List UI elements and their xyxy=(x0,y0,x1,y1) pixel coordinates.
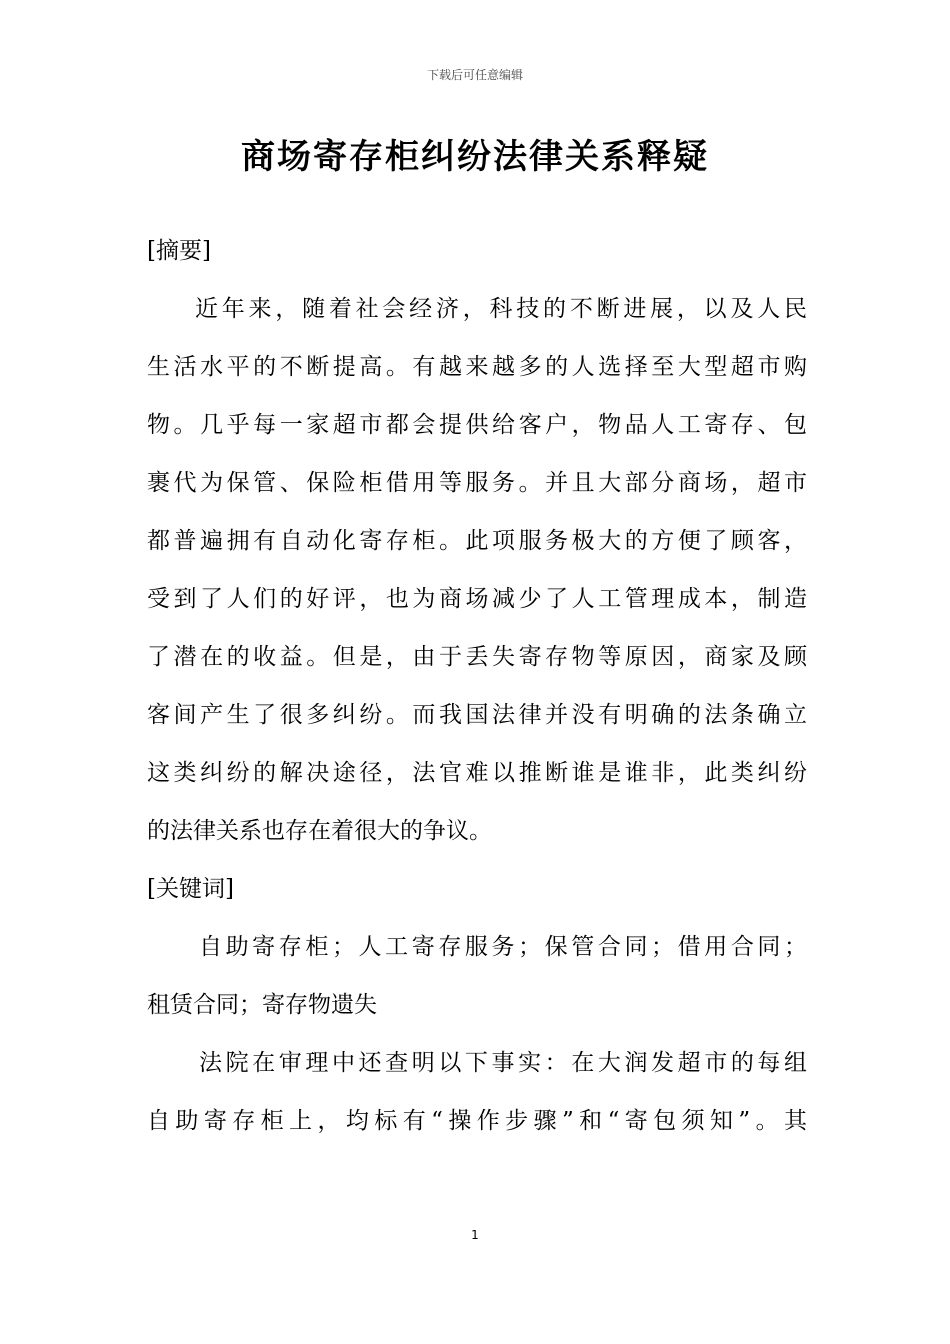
abstract-line: 都普遍拥有自动化寄存柜。此项服务极大的方便了顾客， xyxy=(147,528,807,554)
document-title: 商场寄存柜纠纷法律关系释疑 xyxy=(241,137,709,177)
abstract-paragraph xyxy=(147,280,807,860)
keywords-heading: [关键词] xyxy=(147,876,234,902)
keywords-line: 自助寄存柜；人工寄存服务；保管合同；借用合同； xyxy=(199,934,807,960)
abstract-line: 裹代为保管、保险柜借用等服务。并且大部分商场，超市 xyxy=(147,470,807,496)
abstract-line: 受到了人们的好评，也为商场减少了人工管理成本，制造 xyxy=(147,586,807,612)
body-line: 法院在审理中还查明以下事实：在大润发超市的每组 xyxy=(199,1050,807,1076)
body-line: 自助寄存柜上，均标有“操作步骤”和“寄包须知”。其 xyxy=(147,1108,807,1134)
page-number: 1 xyxy=(471,1228,479,1242)
abstract-line: 这类纠纷的解决途径，法官难以推断谁是谁非，此类纠纷 xyxy=(147,760,807,786)
abstract-heading: [摘要] xyxy=(147,238,211,264)
abstract-line: 的法律关系也存在着很大的争议。 xyxy=(147,818,492,844)
keywords-paragraph xyxy=(147,918,807,1034)
body-paragraph xyxy=(147,1034,807,1150)
document-body xyxy=(147,222,807,1150)
abstract-line: 近年来，随着社会经济，科技的不断进展，以及人民 xyxy=(195,296,807,322)
abstract-line: 生活水平的不断提高。有越来越多的人选择至大型超市购 xyxy=(147,354,807,380)
keywords-line: 租赁合同；寄存物遗失 xyxy=(147,992,377,1018)
abstract-line: 了潜在的收益。但是，由于丢失寄存物等原因，商家及顾 xyxy=(147,644,807,670)
abstract-line: 客间产生了很多纠纷。而我国法律并没有明确的法条确立 xyxy=(147,702,807,728)
abstract-line: 物。几乎每一家超市都会提供给客户，物品人工寄存、包 xyxy=(147,412,807,438)
page-header-note: 下载后可任意编辑 xyxy=(426,68,523,82)
